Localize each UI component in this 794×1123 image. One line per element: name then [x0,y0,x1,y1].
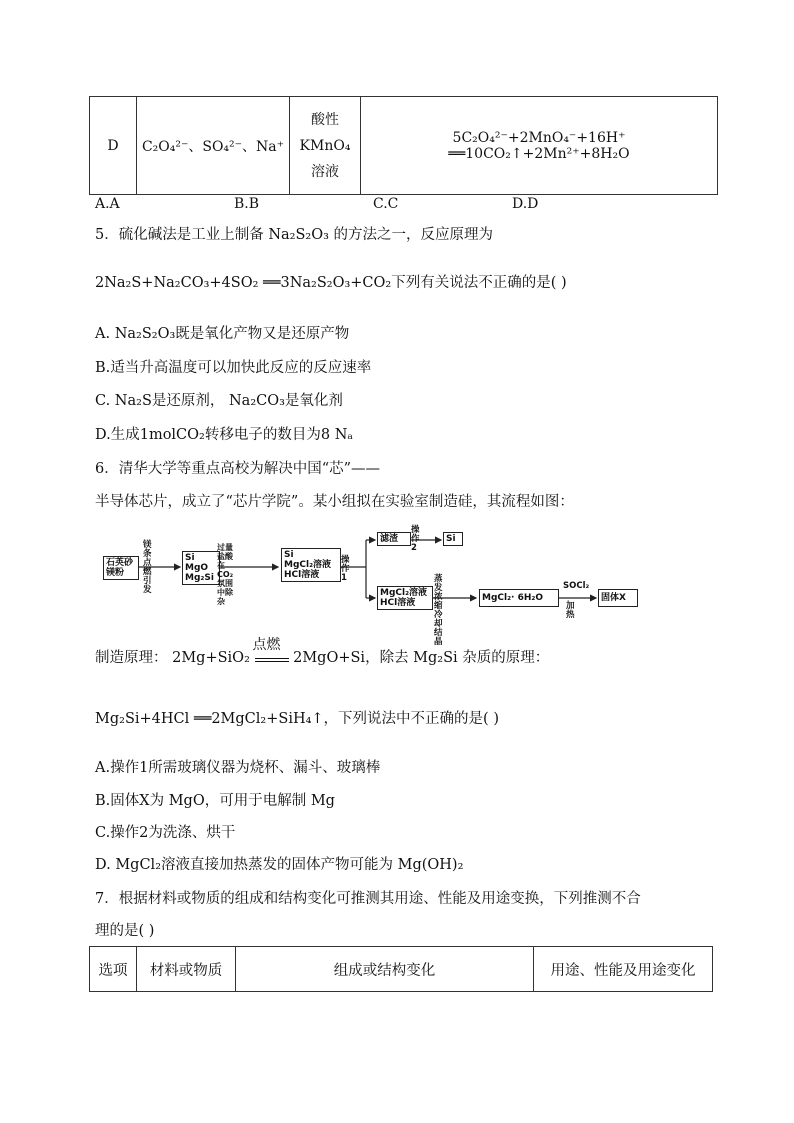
q5-option-d[interactable]: D.生成1molCO₂转移电子的数目为8 Nₐ [95,427,353,443]
q5-option-c[interactable]: C. Na₂S是还原剂， Na₂CO₃是氧化剂 [95,393,343,409]
header-material: 材料或物质 [137,947,236,992]
socl2-label: SOCl₂ [563,581,590,591]
header-structure-change: 组成或结构变化 [236,947,534,992]
q5-option-a[interactable]: A. Na₂S₂O₃既是氧化产物又是还原产物 [95,326,350,342]
filtrate-box: MgCl₂溶液 HCl溶液 [377,586,433,610]
acid-wash-label: 过量盐酸在 CO₂氛围中除杂 [217,543,234,606]
raw-materials-box: 石英砂 镁粉 [103,556,139,580]
q6-option-d[interactable]: D. MgCl₂溶液直接加热蒸发的固体产物可能为 Mg(OH)₂ [95,857,464,873]
q6-option-b[interactable]: B.固体X为 MgO，可用于电解制 Mg [95,793,335,809]
q5-option-b[interactable]: B.适当升高温度可以加快此反应的反应速率 [95,360,372,376]
option-c[interactable]: C.C [373,196,399,212]
q6-option-a[interactable]: A.操作1所需玻璃仪器为烧杯、漏斗、玻璃棒 [95,760,381,776]
option-a[interactable]: A.A [95,196,120,212]
q6-stem-line1: 6．清华大学等重点高校为解决中国“芯”—— [95,461,381,477]
q5-stem: 5．硫化碱法是工业上制备 Na₂S₂O₃ 的方法之一，反应原理为 [95,227,494,243]
q7-stem-line2: 理的是( ) [95,923,155,939]
operation-1-label: 操作1 [341,555,350,583]
table-header-row [90,947,713,992]
crystallize-label: 蒸发浓缩 冷却结晶 [434,574,443,647]
mixture-box-2: Si MgCl₂溶液 HCl溶液 [281,548,341,582]
reagent-cell: 酸性 KMnO₄ 溶液 [290,97,361,195]
header-option: 选项 [90,947,137,992]
principle-line: 制造原理： 2Mg+SiO₂ 点燃 2MgO+Si，除去 Mg₂Si 杂质的原理： [95,637,550,666]
equation-cell: 5C₂O₄²⁻+2MnO₄⁻+16H⁺ ══10CO₂↑+2Mn²⁺+8H₂O [361,97,718,195]
option-d[interactable]: D.D [512,196,539,212]
q6-option-c[interactable]: C.操作2为洗涤、烘干 [95,825,236,841]
q6-stem-line2: 半导体芯片，成立了“芯片学院”。某小组拟在实验室制造硅，其流程如图： [95,494,574,510]
residue-box: 滤渣 [377,532,411,546]
hydrate-box: MgCl₂· 6H₂O [479,589,559,607]
ignition-condition: 点燃 [255,650,289,662]
si-box: Si [443,532,463,546]
header-usage-change: 用途、性能及用途变化 [534,947,713,992]
q7-stem-line1: 7．根据材料或物质的组成和结构变化可推测其用途、性能及用途变换，下列推测不合 [95,891,641,907]
q6-equation-2: Mg₂Si+4HCl ══2MgCl₂+SiH₄↑，下列说法中不正确的是( ) [95,711,499,727]
row-label: D [90,97,137,195]
operation-2-label: 操作2 [411,525,420,553]
ignite-label: 镁条点 燃引发 [143,540,152,595]
solid-x-box: 固体X [598,589,638,607]
option-b[interactable]: B.B [234,196,260,212]
mixture-box-1: Si MgO Mg₂Si [182,551,220,585]
ions-cell: C₂O₄²⁻、SO₄²⁻、Na⁺ [137,97,290,195]
q5-equation: 2Na₂S+Na₂CO₃+4SO₂ ══3Na₂S₂O₃+CO₂下列有关说法不正确的是( ) [95,275,567,291]
heat-label: 加热 [566,601,575,620]
q7-table [89,946,713,992]
